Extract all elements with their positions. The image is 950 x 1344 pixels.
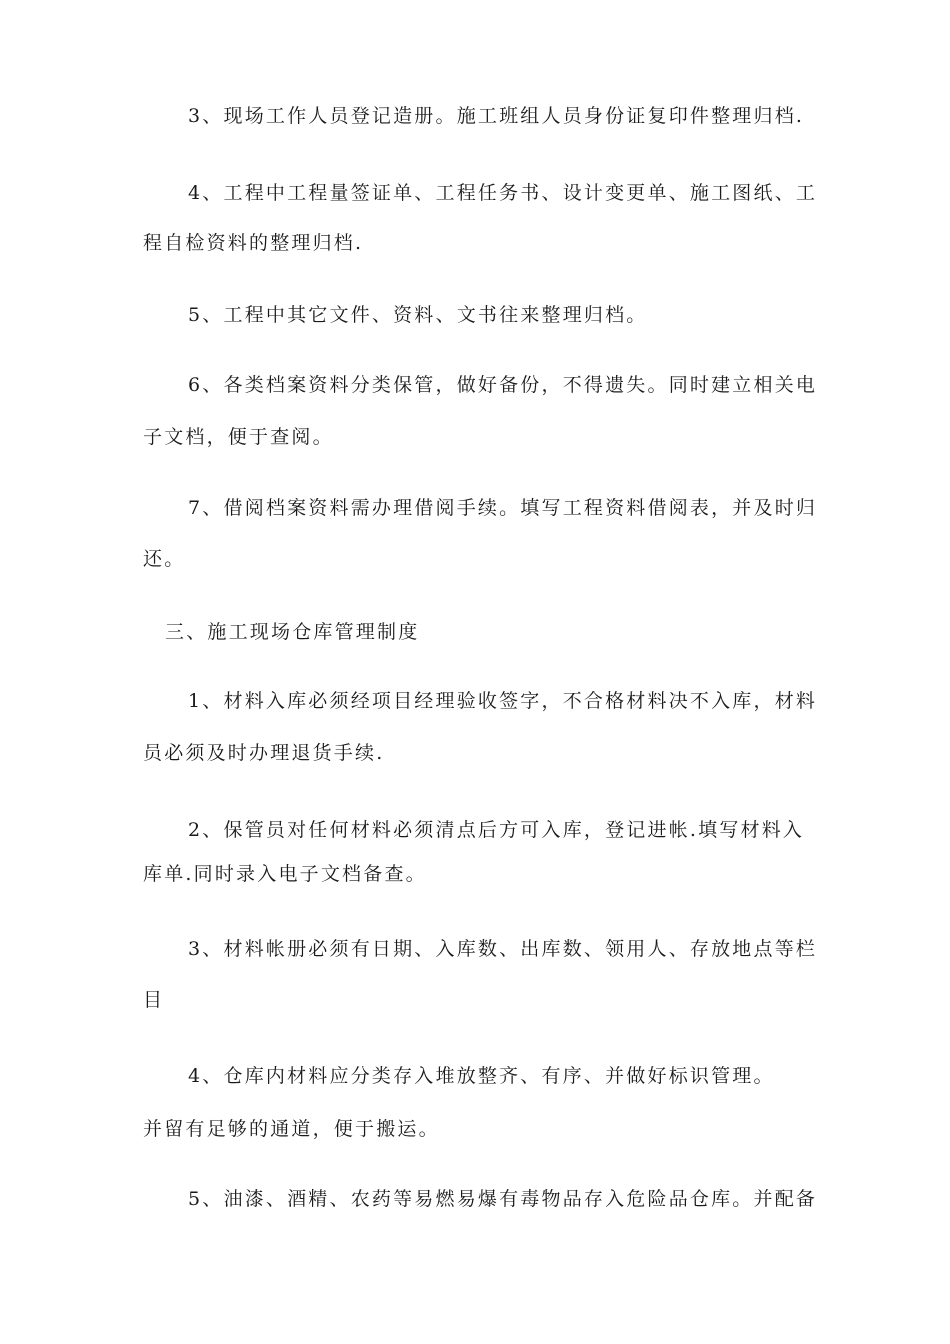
rule-item-2-line-1: 2、保管员对任何材料必须清点后方可入库，登记进帐.填写材料入	[188, 819, 805, 841]
paragraph-item-7-line-2: 还。	[143, 548, 186, 570]
rule-item-1-line-2: 员必须及时办理退货手续.	[143, 742, 385, 764]
paragraph-item-7-line-1: 7、借阅档案资料需办理借阅手续。填写工程资料借阅表，并及时归	[188, 497, 818, 519]
paragraph-item-4-line-1: 4、工程中工程量签证单、工程任务书、设计变更单、施工图纸、工	[188, 182, 818, 204]
rule-item-5-line-1: 5、油漆、酒精、农药等易燃易爆有毒物品存入危险品仓库。并配备	[188, 1188, 818, 1210]
rule-item-1-line-1: 1、材料入库必须经项目经理验收签字，不合格材料决不入库，材料	[188, 690, 818, 712]
rule-item-3-line-2: 目	[143, 989, 165, 1011]
paragraph-item-3-line-1: 3、现场工作人员登记造册。施工班组人员身份证复印件整理归档.	[188, 105, 805, 127]
rule-item-4-line-2: 并留有足够的通道，便于搬运。	[143, 1118, 440, 1140]
rule-item-3-line-1: 3、材料帐册必须有日期、入库数、出库数、领用人、存放地点等栏	[188, 938, 818, 960]
paragraph-item-4-line-2: 程自检资料的整理归档.	[143, 232, 364, 254]
paragraph-item-6-line-2: 子文档，便于查阅。	[143, 426, 334, 448]
rule-item-2-line-2: 库单.同时录入电子文档备查。	[143, 863, 427, 885]
paragraph-item-6-line-1: 6、各类档案资料分类保管，做好备份，不得遗失。同时建立相关电	[188, 374, 818, 396]
section-heading: 三、施工现场仓库管理制度	[165, 621, 420, 643]
rule-item-4-line-1: 4、仓库内材料应分类存入堆放整齐、有序、并做好标识管理。	[188, 1065, 775, 1087]
paragraph-item-5-line-1: 5、工程中其它文件、资料、文书往来整理归档。	[188, 304, 648, 326]
